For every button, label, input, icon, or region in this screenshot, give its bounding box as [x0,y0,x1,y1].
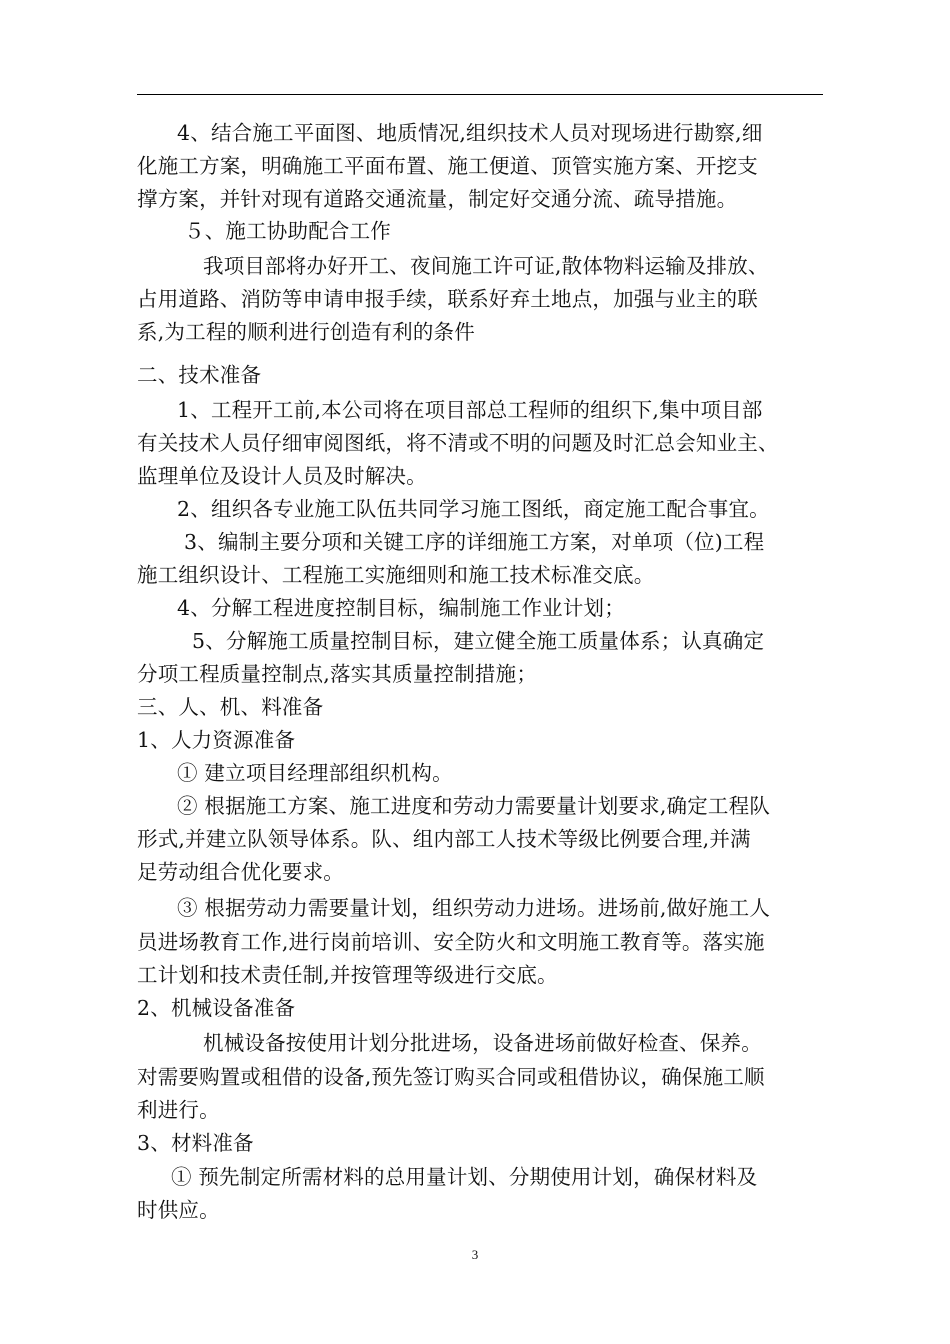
text-line: 撑方案，并针对现有道路交通流量，制定好交通分流、疏导措施。 [137,187,738,211]
subsection-heading: 2、机械设备准备 [137,996,296,1020]
section-heading: 三、人、机、料准备 [137,695,324,719]
text-line: 分项工程质量控制点,落实其质量控制措施； [137,662,538,686]
text-line: 有关技术人员仔细审阅图纸，将不清或不明的问题及时汇总会知业主、 [137,431,779,455]
text-line: ５、施工协助配合工作 [184,219,391,243]
header-rule [137,94,823,95]
section-heading: 二、技术准备 [137,363,262,387]
text-line: 形式,并建立队领导体系。队、组内部工人技术等级比例要合理,并满 [137,827,751,851]
text-line: 1、工程开工前,本公司将在项目部总工程师的组织下,集中项目部 [177,398,763,422]
text-line: 5、分解施工质量控制目标，建立健全施工质量体系；认真确定 [192,629,765,653]
text-line: 施工组织设计、工程施工实施细则和施工技术标准交底。 [137,563,655,587]
page-number: 3 [471,1247,479,1262]
text-line: 时供应。 [137,1198,220,1222]
text-line: ② 根据施工方案、施工进度和劳动力需要量计划要求,确定工程队 [177,794,771,818]
text-line: 4、结合施工平面图、地质情况,组织技术人员对现场进行勘察,细 [177,121,763,145]
subsection-heading: 3、材料准备 [137,1131,254,1155]
text-line: 4、分解工程进度控制目标，编制施工作业计划； [177,596,625,620]
text-line: 监理单位及设计人员及时解决。 [137,464,427,488]
text-line: ① 建立项目经理部组织机构。 [177,761,453,785]
text-line: 化施工方案，明确施工平面布置、施工便道、顶管实施方案、开挖支 [137,154,758,178]
text-line: 工计划和技术责任制,并按管理等级进行交底。 [137,963,558,987]
text-line: ① 预先制定所需材料的总用量计划、分期使用计划，确保材料及 [171,1165,758,1189]
text-line: 2、组织各专业施工队伍共同学习施工图纸，商定施工配合事宜。 [177,497,770,521]
text-line: ③ 根据劳动力需要量计划，组织劳动力进场。进场前,做好施工人 [177,896,771,920]
text-line: 利进行。 [137,1098,220,1122]
subsection-heading: 1、人力资源准备 [137,728,296,752]
text-line: 我项目部将办好开工、夜间施工许可证,散体物料运输及排放、 [203,254,769,278]
text-line: 占用道路、消防等申请申报手续，联系好弃土地点，加强与业主的联 [137,287,758,311]
text-line: 足劳动组合优化要求。 [137,860,344,884]
text-line: 对需要购置或租借的设备,预先签订购买合同或租借协议，确保施工顺 [137,1065,765,1089]
text-line: 机械设备按使用计划分批进场，设备进场前做好检查、保养。 [203,1031,762,1055]
text-line: 系,为工程的顺利进行创造有利的条件 [137,320,475,344]
text-line: 3、编制主要分项和关键工序的详细施工方案，对单项（位)工程 [184,530,765,554]
text-line: 员进场教育工作,进行岗前培训、安全防火和文明施工教育等。落实施 [137,930,765,954]
